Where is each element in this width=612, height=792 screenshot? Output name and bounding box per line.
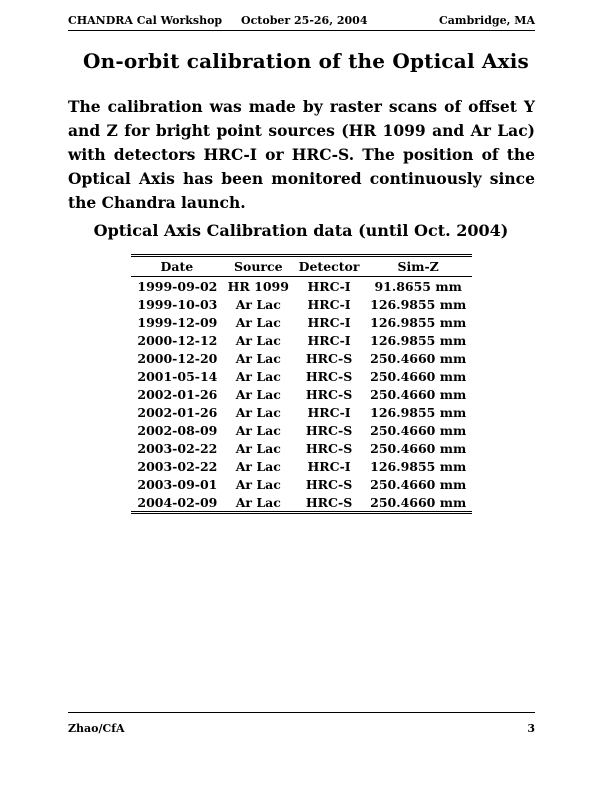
cell-detector: HRC-I (307, 458, 351, 474)
table-row (131, 403, 472, 421)
cell-date: 1999-09-02 (137, 278, 218, 294)
cell-detector: HRC-S (305, 476, 353, 492)
header-event: CHANDRA Cal Workshop (68, 14, 223, 27)
cell-source: Ar Lac (235, 440, 281, 456)
cell-date: 2000-12-20 (137, 350, 218, 366)
cell-source: Ar Lac (235, 404, 281, 420)
cell-simz: 126.9855 mm (370, 458, 467, 474)
cell-date: 2001-05-14 (137, 368, 218, 384)
table-row (131, 457, 472, 475)
cell-detector: HRC-S (305, 422, 353, 438)
table-row (131, 475, 472, 493)
cell-date: 2003-02-22 (137, 458, 218, 474)
cell-source: Ar Lac (235, 368, 281, 384)
table-row (131, 439, 472, 457)
page-footer (68, 712, 535, 735)
table-row (131, 349, 472, 367)
cell-source: Ar Lac (235, 314, 281, 330)
footer-author: Zhao/CfA (68, 722, 125, 735)
cell-detector: HRC-S (305, 494, 353, 510)
cell-source: Ar Lac (235, 476, 281, 492)
cell-detector: HRC-I (307, 278, 351, 294)
cell-simz: 250.4660 mm (370, 494, 467, 510)
cell-simz: 126.9855 mm (370, 332, 467, 348)
table-body (131, 277, 472, 513)
cell-source: Ar Lac (235, 458, 281, 474)
cell-simz: 250.4660 mm (370, 476, 467, 492)
cell-date: 2002-01-26 (137, 386, 218, 402)
table-row (131, 295, 472, 313)
cell-detector: HRC-I (307, 296, 351, 312)
cell-simz: 91.8655 mm (374, 278, 462, 294)
table-row (131, 385, 472, 403)
cell-source: Ar Lac (235, 422, 281, 438)
cell-source: Ar Lac (235, 494, 281, 510)
header-location: Cambridge, MA (439, 14, 535, 27)
table-row (131, 313, 472, 331)
table-header-row (131, 256, 472, 277)
cell-date: 2004-02-09 (137, 494, 218, 510)
cell-detector: HRC-I (307, 332, 351, 348)
table-row (131, 277, 472, 296)
cell-simz: 126.9855 mm (370, 296, 467, 312)
cell-date: 1999-12-09 (137, 314, 218, 330)
table-row (131, 331, 472, 349)
cell-date: 2003-02-22 (137, 440, 218, 456)
cell-date: 2002-01-26 (137, 404, 218, 420)
cell-simz: 250.4660 mm (370, 440, 467, 456)
cell-detector: HRC-S (305, 368, 353, 384)
column-header-source: Source (223, 256, 294, 277)
cell-date: 2000-12-12 (137, 332, 218, 348)
cell-detector: HRC-S (305, 440, 353, 456)
column-header-detector: Detector (294, 256, 365, 277)
cell-simz: 250.4660 mm (370, 350, 467, 366)
cell-detector: HRC-I (307, 404, 351, 420)
column-header-date: Date (131, 256, 223, 277)
cell-detector: HRC-S (305, 386, 353, 402)
cell-simz: 126.9855 mm (370, 404, 467, 420)
header-date: October 25-26, 2004 (241, 14, 368, 27)
intro-paragraph: The calibration was made by raster scans of offset Y and Z for bright point sources (HR 1099 and Ar Lac) with detectors HRC-I or HRC-S. The position of the Optical Axis has been monitored continuously since the Chandra launch. (68, 97, 535, 212)
cell-source: Ar Lac (235, 296, 281, 312)
cell-date: 2002-08-09 (137, 422, 218, 438)
cell-date: 1999-10-03 (137, 296, 218, 312)
table-row (131, 421, 472, 439)
calibration-table (131, 254, 472, 514)
table-caption: Optical Axis Calibration data (until Oct. 2004) (93, 221, 509, 240)
table-row (131, 493, 472, 513)
table-row (131, 367, 472, 385)
cell-source: Ar Lac (235, 332, 281, 348)
cell-source: Ar Lac (235, 350, 281, 366)
cell-detector: HRC-I (307, 314, 351, 330)
column-header-simz: Sim-Z (364, 256, 472, 277)
cell-simz: 250.4660 mm (370, 422, 467, 438)
page-header (68, 14, 535, 31)
cell-source: Ar Lac (235, 386, 281, 402)
page-title: On-orbit calibration of the Optical Axis (82, 49, 530, 73)
cell-simz: 250.4660 mm (370, 368, 467, 384)
page-number: 3 (527, 722, 535, 735)
cell-source: HR 1099 (227, 278, 289, 294)
cell-simz: 126.9855 mm (370, 314, 467, 330)
cell-detector: HRC-S (305, 350, 353, 366)
cell-date: 2003-09-01 (137, 476, 218, 492)
cell-simz: 250.4660 mm (370, 386, 467, 402)
